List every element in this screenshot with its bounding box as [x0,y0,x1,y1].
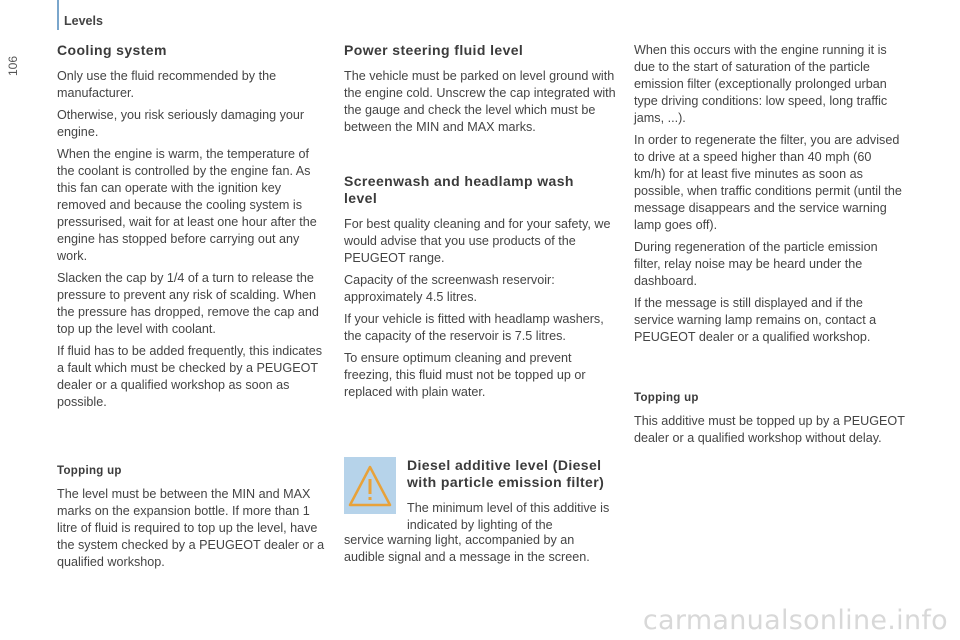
cooling-heading: Cooling system [57,42,167,58]
column-cooling [57,42,327,416]
screenwash-paragraph: Capacity of the screenwash reservoir: approximately 4.5 litres. [344,273,555,304]
section-accent-bar [57,0,59,30]
additive-topping-heading: Topping up [634,392,699,404]
particle-filter-paragraph: In order to regenerate the filter, you are advised to drive at a speed higher than 40 mph (60 km/h) for at least five minutes as soon as possible, when traffic conditions permit (until the message disappears and the service warning lamp goes off). [634,133,902,232]
additive-topping-text: This additive must be topped up by a PEUGEOT dealer or a qualified workshop without delay. [634,414,905,445]
diesel-additive-header [407,457,617,534]
column-particle-filter [634,42,906,351]
cooling-paragraph: When the engine is warm, the temperature of the coolant is controlled by the engine fan. As this fan can operate with the ignition key removed and because the cooling system is pressurised, wait for at least one hour after the engine has stopped before carrying out any work. [57,147,317,263]
diesel-additive-text-part2: service warning light, accompanied by an audible signal and a message in the screen. [344,533,590,564]
warning-box [344,457,396,514]
cooling-paragraph: Slacken the cap by 1/4 of a turn to release the pressure to prevent any risk of scalding. When the pressure has dropped, remove the cap and top up the level with coolant. [57,271,319,336]
screenwash-paragraph: To ensure optimum cleaning and prevent freezing, this fluid must not be topped up or replaced with plain water. [344,351,586,399]
section-title: Levels [64,14,103,28]
power-steering-text: The vehicle must be parked on level ground with the engine cold. Unscrew the cap integrated with the gauge and check the level which must be between the MIN and MAX marks. [344,69,616,134]
cooling-paragraph: Only use the fluid recommended by the manufacturer. [57,69,277,100]
screenwash-paragraph: If your vehicle is fitted with headlamp washers, the capacity of the reservoir is 7.5 litres. [344,312,604,343]
column-power-steering [344,42,616,141]
particle-filter-paragraph: During regeneration of the particle emission filter, relay noise may be heard under the dashboard. [634,240,878,288]
watermark: carmanualsonline.info [642,605,948,636]
screenwash-paragraph: For best quality cleaning and for your safety, we would advise that you use products of the PEUGEOT range. [344,217,611,265]
particle-filter-paragraph: When this occurs with the engine running it is due to the start of saturation of the particle emission filter (exceptionally prolonged urban type driving conditions: low speed, long traffic jams, ...). [634,43,888,125]
power-steering-heading: Power steering fluid level [344,42,524,58]
column-screenwash [344,173,616,406]
cooling-paragraph: Otherwise, you risk seriously damaging your engine. [57,108,305,139]
diesel-additive-text-part1: The minimum level of this additive is indicated by lighting of the [407,501,610,532]
screenwash-heading: Screenwash and headlamp wash level [344,173,574,206]
column-additive-topping [634,390,906,452]
warning-triangle-icon [344,457,396,514]
topping-up-text: The level must be between the MIN and MAX marks on the expansion bottle. If more than 1 litre of fluid is required to top up the level, have the system checked by a PEUGEOT dealer or a qualified workshop. [57,487,325,569]
page-number: 106 [6,55,20,77]
particle-filter-paragraph: If the message is still displayed and if the service warning lamp remains on, contact a PEUGEOT dealer or a qualified workshop. [634,296,877,344]
diesel-additive-heading: Diesel additive level (Diesel with particle emission filter) [407,457,605,490]
cooling-paragraph: If fluid has to be added frequently, this indicates a fault which must be checked by a PEUGEOT dealer or a qualified workshop as soon as possible. [57,344,323,409]
diesel-additive-continued [344,532,618,566]
column-cooling-topping [57,463,327,576]
topping-up-heading: Topping up [57,465,122,477]
